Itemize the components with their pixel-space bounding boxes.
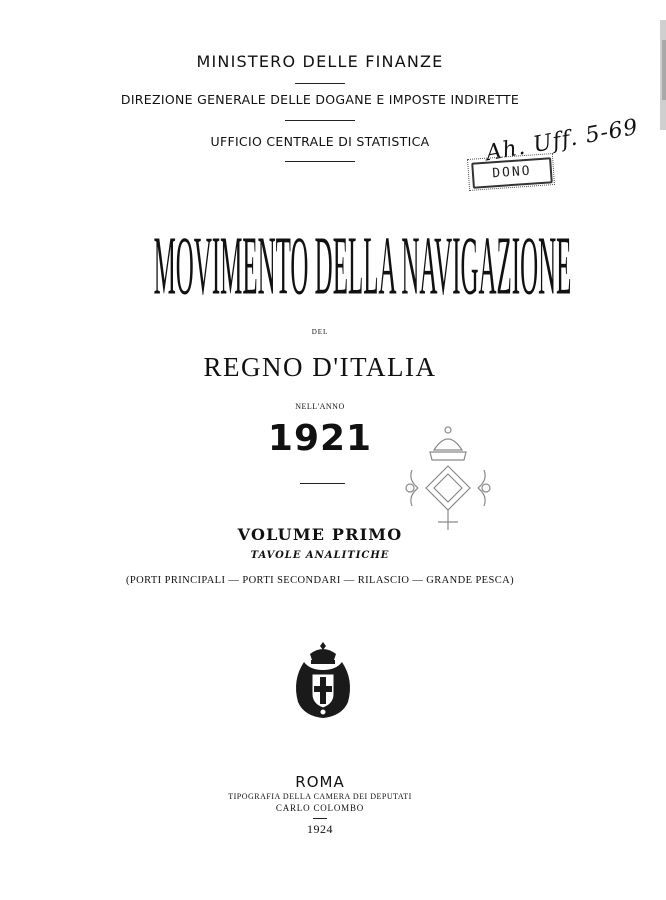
divider-1 <box>295 83 345 84</box>
main-title: MOVIMENTO DELLA NAVIGAZIONE <box>153 219 572 313</box>
imprint-city: ROMA <box>295 773 345 791</box>
savoy-coat-of-arms-icon <box>290 640 356 720</box>
crown-cross-emblem-icon <box>400 420 496 540</box>
volume-title: VOLUME PRIMO <box>237 525 403 544</box>
year-title: 1921 <box>267 418 373 459</box>
ministry-heading: MINISTERO DELLE FINANZE <box>196 52 444 71</box>
handwritten-note: Ah. Uff. 5-69 <box>484 114 641 167</box>
imprint-printer: TIPOGRAFIA DELLA CAMERA DEI DEPUTATI <box>228 792 412 801</box>
ufficio-heading: UFFICIO CENTRALE DI STATISTICA <box>210 134 430 149</box>
divider-2 <box>285 120 355 121</box>
volume-contents: (PORTI PRINCIPALI — PORTI SECONDARI — RILASCIO — GRANDE PESCA) <box>125 575 515 586</box>
divider-4 <box>300 483 345 484</box>
imprint-year: 1924 <box>307 822 333 836</box>
divider-3 <box>285 161 355 162</box>
regno-title: REGNO D'ITALIA <box>203 352 437 382</box>
direzione-heading: DIREZIONE GENERALE DELLE DOGANE E IMPOSTE INDIRETTE <box>120 92 520 107</box>
dono-stamp: DONO <box>471 157 553 189</box>
volume-subtitle: TAVOLE ANALITICHE <box>250 550 390 561</box>
del-label: DEL <box>311 328 329 336</box>
page-edge-mark <box>656 0 666 140</box>
divider-5 <box>313 818 327 819</box>
nell-anno-label: NELL'ANNO <box>295 402 345 411</box>
imprint-printer-name: CARLO COLOMBO <box>275 803 365 813</box>
